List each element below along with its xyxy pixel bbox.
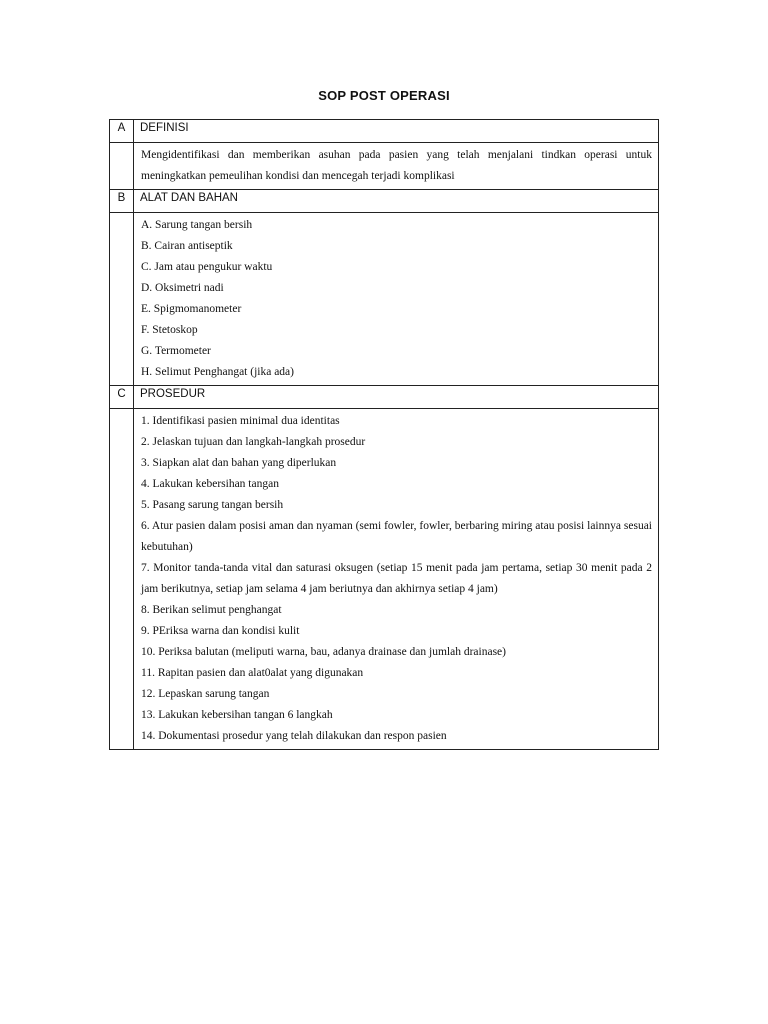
list-item: 7. Monitor tanda-tanda vital dan saturasi oksugen (setiap 15 menit pada jam pertama, setiap 30 menit pada 2 jam berikutnya, setiap jam selama 4 jam beriutnya dan akhirnya setiap 4 jam) <box>141 562 652 595</box>
list-item: 10. Periksa balutan (meliputi warna, bau, adanya drainase dan jumlah drainase) <box>141 646 506 658</box>
document-title: SOP POST OPERASI <box>318 88 450 103</box>
section-letter: A <box>110 120 134 143</box>
list-item: 3. Siapkan alat dan bahan yang diperlukan <box>141 457 337 469</box>
list-item: 13. Lakukan kebersihan tangan 6 langkah <box>141 709 333 721</box>
list-item: C. Jam atau pengukur waktu <box>141 261 273 273</box>
empty-cell <box>110 409 134 750</box>
list-item: D. Oksimetri nadi <box>141 282 224 294</box>
section-b-body-row <box>110 213 659 386</box>
empty-cell <box>110 213 134 386</box>
section-b-header-row <box>110 190 659 213</box>
sop-table <box>109 119 659 750</box>
list-item: G. Termometer <box>141 345 211 357</box>
list-item: 5. Pasang sarung tangan bersih <box>141 499 284 511</box>
section-letter: C <box>110 386 134 409</box>
section-heading: DEFINISI <box>134 120 659 143</box>
procedure-list <box>134 409 659 750</box>
definition-text: Mengidentifikasi dan memberikan asuhan pada pasien yang telah menjalani tindkan operasi untuk meningkatkan pemeulihan kondisi dan mencegah terjadi komplikasi <box>141 149 652 182</box>
list-item: 4. Lakukan kebersihan tangan <box>141 478 279 490</box>
empty-cell <box>110 143 134 190</box>
list-item: H. Selimut Penghangat (jika ada) <box>141 366 294 378</box>
list-item: F. Stetoskop <box>141 324 198 336</box>
section-c-header-row <box>110 386 659 409</box>
list-item: 2. Jelaskan tujuan dan langkah-langkah prosedur <box>141 436 366 448</box>
section-a-header-row <box>110 120 659 143</box>
section-c-body-row <box>110 409 659 750</box>
tools-list <box>134 213 659 386</box>
list-item: A. Sarung tangan bersih <box>141 219 253 231</box>
list-item: 12. Lepaskan sarung tangan <box>141 688 270 700</box>
section-heading: PROSEDUR <box>134 386 659 409</box>
list-item: 14. Dokumentasi prosedur yang telah dilakukan dan respon pasien <box>141 730 447 742</box>
list-item: 1. Identifikasi pasien minimal dua identitas <box>141 415 340 427</box>
section-letter: B <box>110 190 134 213</box>
list-item: 8. Berikan selimut penghangat <box>141 604 282 616</box>
section-a-body-row <box>110 143 659 190</box>
list-item: B. Cairan antiseptik <box>141 240 233 252</box>
list-item: E. Spigmomanometer <box>141 303 242 315</box>
list-item: 11. Rapitan pasien dan alat0alat yang digunakan <box>141 667 364 679</box>
list-item: 6. Atur pasien dalam posisi aman dan nyaman (semi fowler, fowler, berbaring miring atau posisi lainnya sesuai kebutuhan) <box>141 520 652 553</box>
section-heading: ALAT DAN BAHAN <box>134 190 659 213</box>
definition-cell <box>134 143 659 190</box>
list-item: 9. PEriksa warna dan kondisi kulit <box>141 625 300 637</box>
